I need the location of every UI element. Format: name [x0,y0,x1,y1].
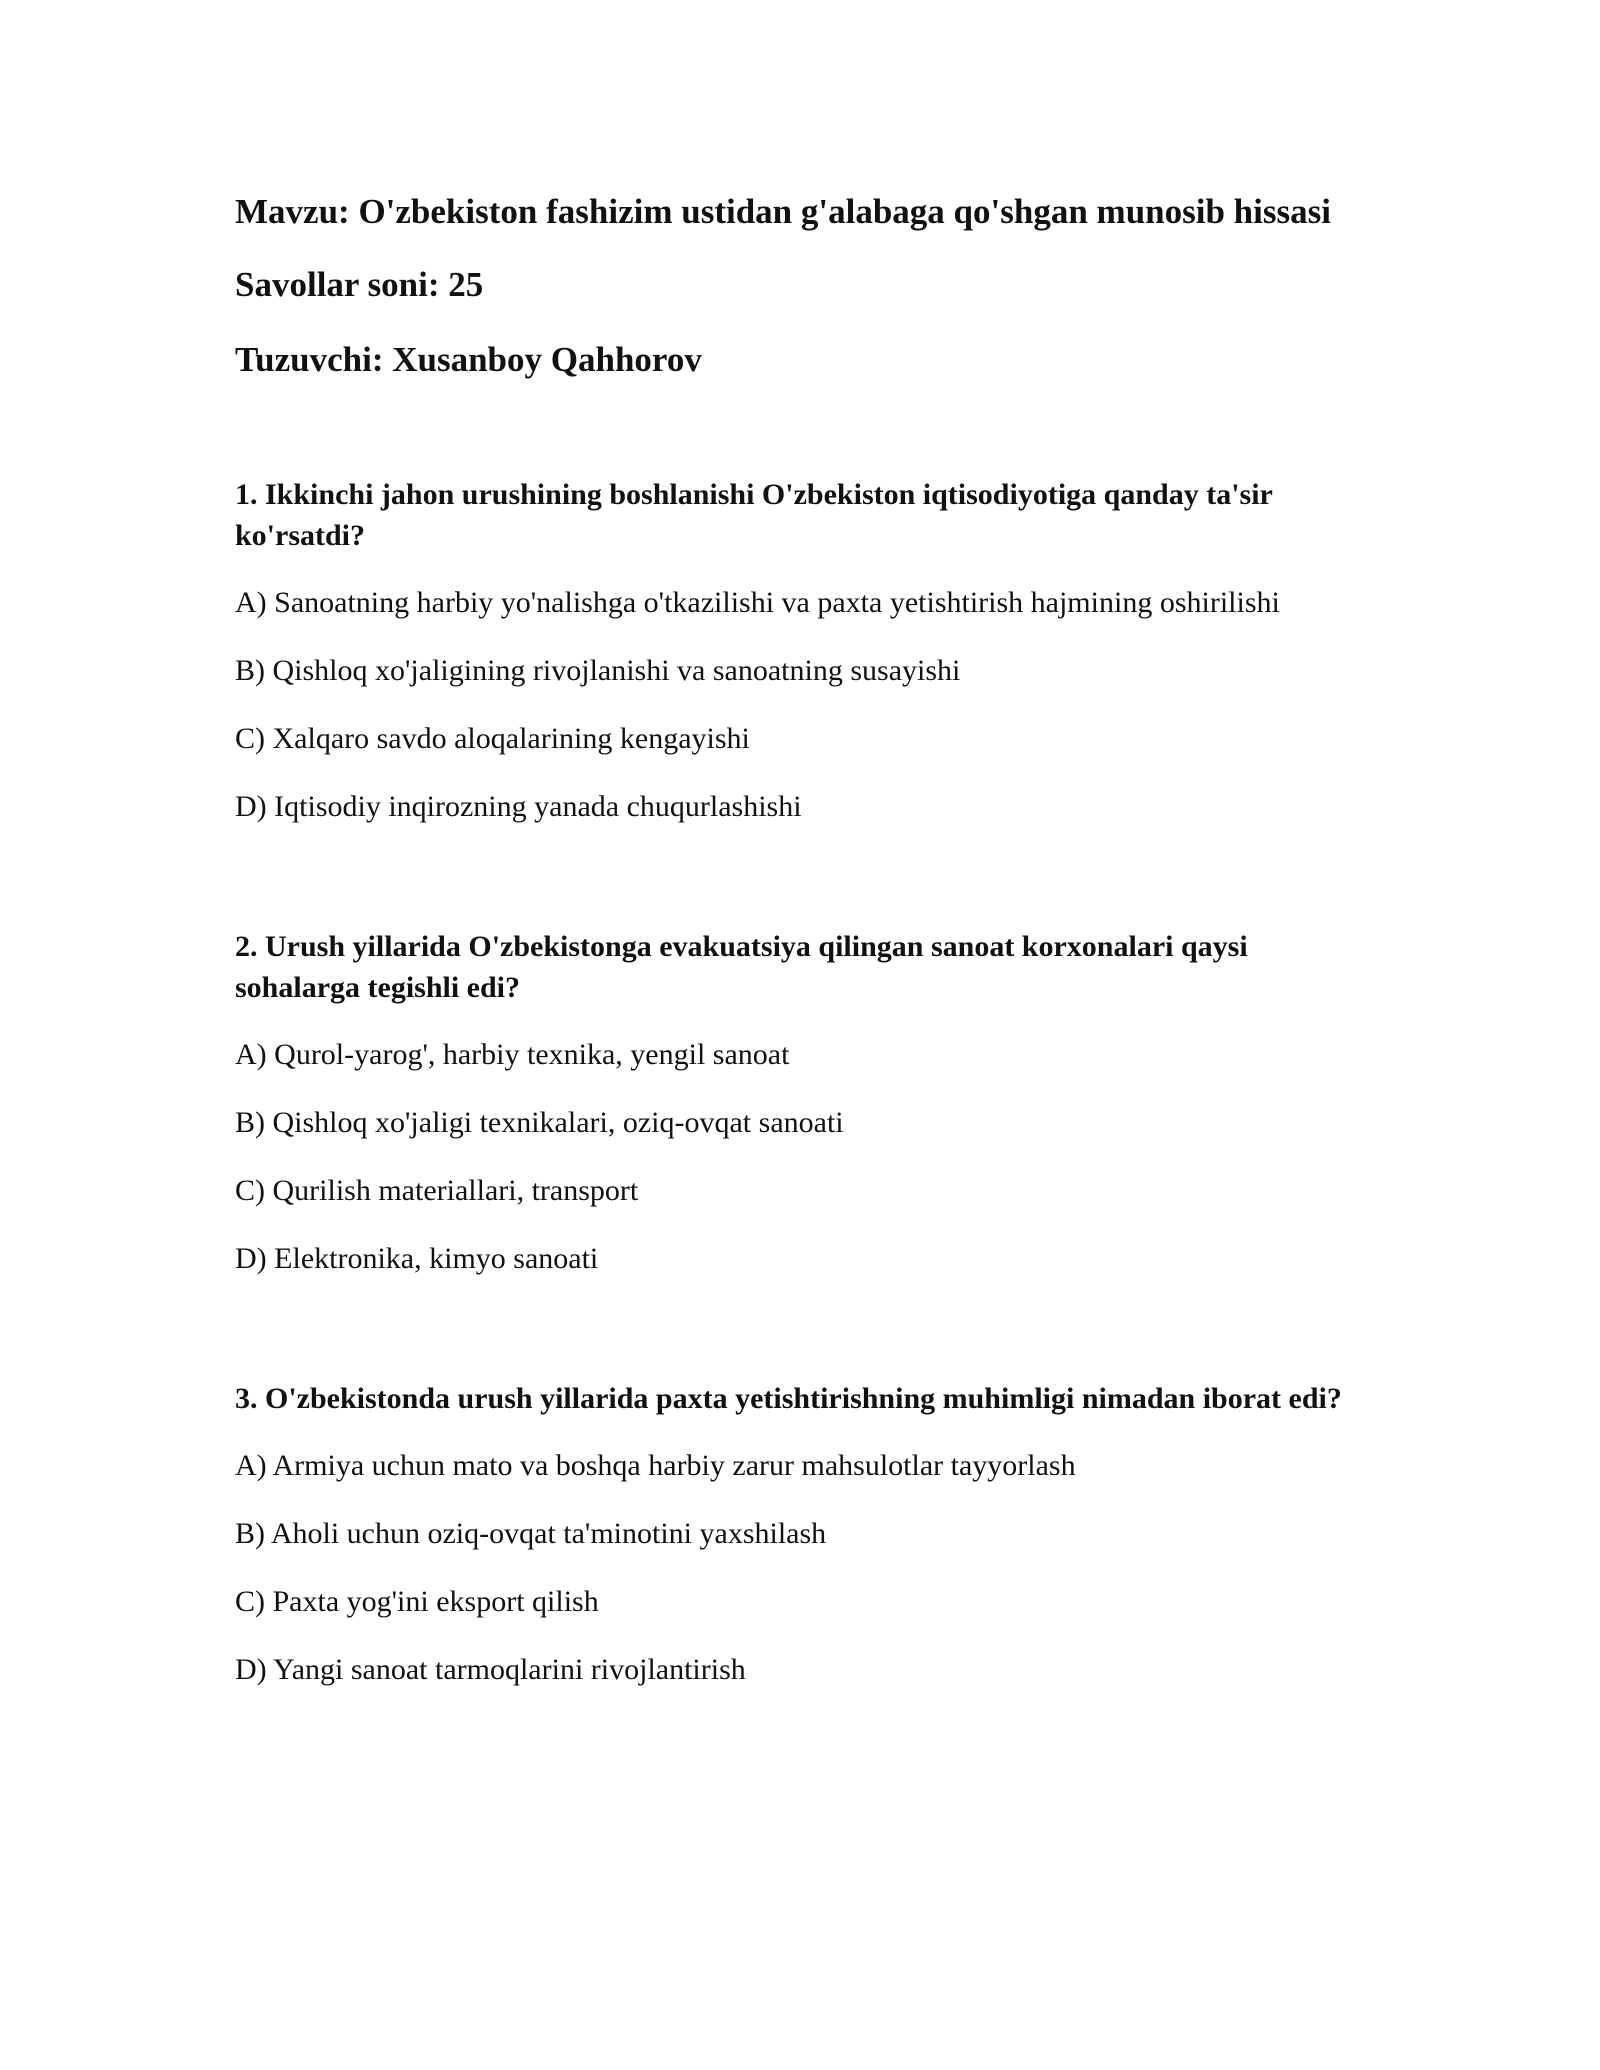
answer-option-b: B) Qishloq xo'jaligining rivojlanishi va sanoatning susayishi [235,654,961,687]
answer-option-b: B) Qishloq xo'jaligi texnikalari, oziq-ovqat sanoati [235,1106,844,1139]
document-title: Mavzu: O'zbekiston fashizim ustidan g'alabaga qo'shgan munosib hissasi [235,192,1331,231]
answer-option-a: A) Sanoatning harbiy yo'nalishga o'tkazilishi va paxta yetishtirish hajmining oshirilishi [235,586,1280,619]
answer-option-d: D) Elektronika, kimyo sanoati [235,1242,599,1275]
question-count: Savollar soni: 25 [235,265,484,304]
document-author: Tuzuvchi: Xusanboy Qahhorov [235,340,702,379]
question-text: 3. O'zbekistonda urush yillarida paxta yetishtirishning muhimligi nimadan iborat edi? [235,1382,1342,1415]
answer-option-d: D) Iqtisodiy inqirozning yanada chuqurlashishi [235,790,802,823]
question-text: 2. Urush yillarida O'zbekistonga evakuatsiya qilingan sanoat korxonalari qaysi sohalarga tegishli edi? [235,930,1248,1004]
document-page [235,188,1365,1690]
answer-option-d: D) Yangi sanoat tarmoqlarini rivojlantirish [235,1653,746,1686]
question-text: 1. Ikkinchi jahon urushining boshlanishi O'zbekiston iqtisodiyotiga qanday ta'sir ko'rsatdi? [235,478,1273,552]
answer-option-a: A) Qurol-yarog', harbiy texnika, yengil sanoat [235,1038,790,1071]
answer-option-a: A) Armiya uchun mato va boshqa harbiy zarur mahsulotlar tayyorlash [235,1449,1076,1482]
question-block-2 [235,926,1365,1279]
answer-option-c: C) Paxta yog'ini eksport qilish [235,1585,599,1618]
answer-option-b: B) Aholi uchun oziq-ovqat ta'minotini yaxshilash [235,1517,827,1550]
answer-option-c: C) Xalqaro savdo aloqalarining kengayishi [235,722,750,755]
question-block-1 [235,474,1365,827]
question-block-3 [235,1378,1365,1690]
answer-option-c: C) Qurilish materiallari, transport [235,1174,639,1207]
